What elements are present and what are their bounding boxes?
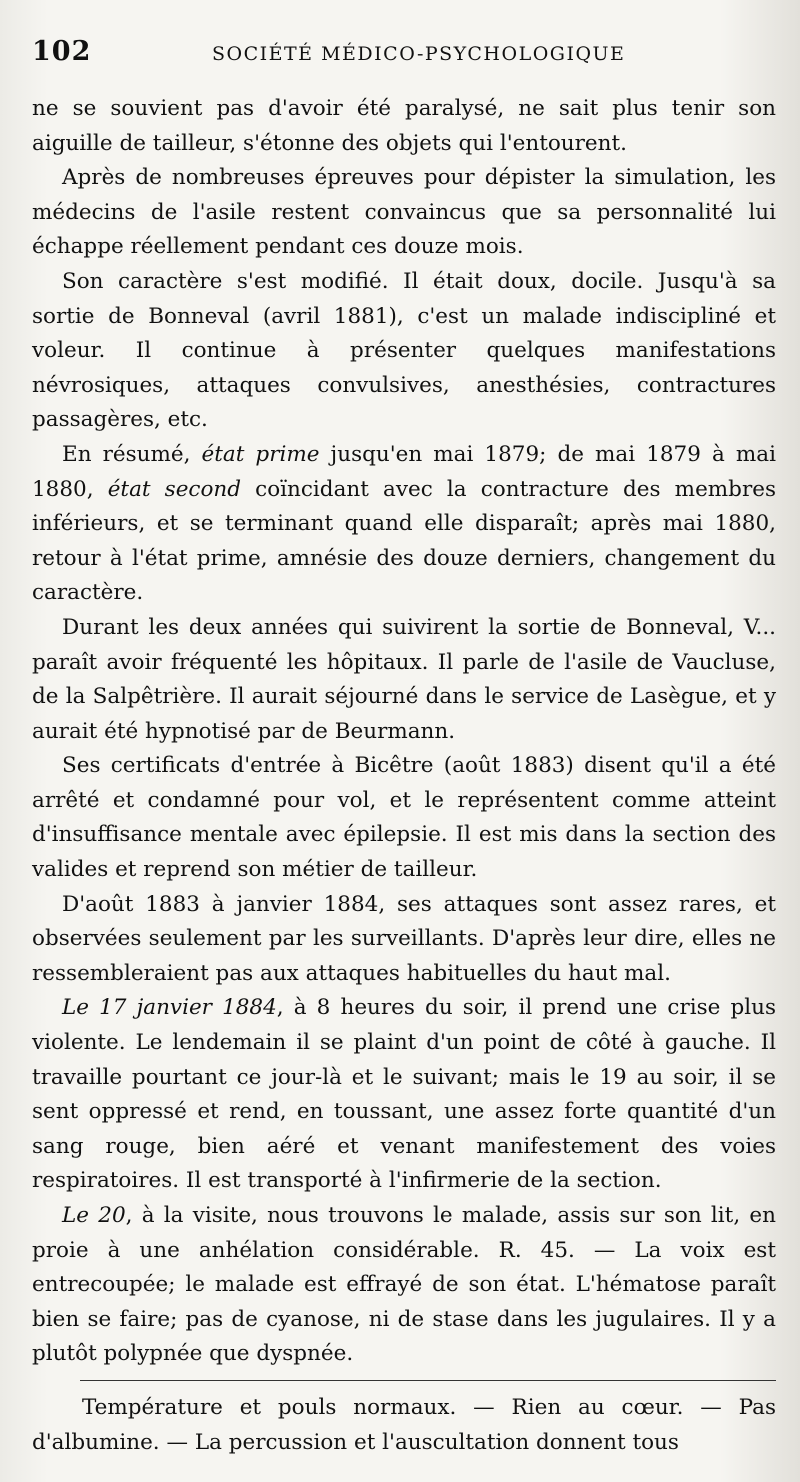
paragraph: ne se souvient pas d'avoir été paralysé, ne sait plus tenir son aiguille de tailleur, s'étonne des objets qui l'entourent. <box>32 96 776 156</box>
page-header <box>32 36 776 82</box>
paragraph-text: jusqu'en mai 1879; de mai 1879 à mai 1880, <box>32 441 776 502</box>
paragraph: Son caractère s'est modifié. Il était doux, docile. Jusqu'à sa sortie de Bonneval (avril 1881), c'est un malade indiscipliné et voleur. Il continue à présenter quelques manifestations névrosiques, attaques convulsives, anesthésies, contractures passagères, etc. <box>32 268 776 433</box>
paragraph-text: , à la visite, nous trouvons le malade, assis sur son lit, en proie à une anhélation considérable. R. 45. — La voix est entrecoupée; le malade est effrayé de son état. L'hématose paraît bien se faire; pas de cyanose, ni de stase dans les jugulaires. Il y a plutôt polypnée que dyspnée. <box>32 1203 776 1367</box>
running-head: SOCIÉTÉ MÉDICO-PSYCHOLOGIQUE <box>212 43 626 65</box>
paragraph: Ses certificats d'entrée à Bicêtre (août 1883) disent qu'il a été arrêté et condamné pour vol, et le représentent comme atteint d'insuffisance mentale avec épilepsie. Il est mis dans la section des valides et reprend son métier de tailleur. <box>32 753 776 883</box>
divider <box>80 1380 776 1381</box>
emphasis-etat-second: état second <box>107 476 242 502</box>
paragraph <box>32 1199 776 1372</box>
paragraph <box>32 991 776 1199</box>
emphasis-date: Le 17 janvier 1884 <box>62 995 277 1021</box>
paragraph <box>32 438 776 611</box>
body-text <box>32 92 776 1372</box>
emphasis-date: Le 20 <box>62 1203 126 1228</box>
paragraph: Après de nombreuses épreuves pour dépister la simulation, les médecins de l'asile restent convaincus que sa personnalité lui échappe réellement pendant ces douze mois. <box>32 165 776 260</box>
page-number: 102 <box>32 36 92 67</box>
paragraph: Durant les deux années qui suivirent la sortie de Bonneval, V... paraît avoir fréquenté les hôpitaux. Il parle de l'asile de Vaucluse, de la Salpêtrière. Il aurait séjourné dans le service de Lasègue, et y aurait été hypnotisé par de Beurmann. <box>32 614 776 744</box>
emphasis-etat-prime: état prime <box>201 441 320 467</box>
bottom-text <box>32 1391 776 1460</box>
paragraph-text: coïncidant avec la contracture des membres inférieurs, et se terminant quand elle disparaît; après mai 1880, retour à l'état prime, amnésie des douze derniers, changement du caractère. <box>32 476 776 606</box>
paragraph-text: , à 8 heures du soir, il prend une crise plus violente. Le lendemain il se plaint d'un point de côté à gauche. Il travaille pourtant ce jour-là et le suivant; mais le 19 au soir, il se sent oppressé et rend, en toussant, une assez forte quantité d'un sang rouge, bien aéré et venant manifestement des voies respiratoires. Il est transporté à l'infirmerie de la section. <box>32 995 777 1194</box>
paragraph: Température et pouls normaux. — Rien au cœur. — Pas d'albumine. — La percussion et l'auscultation donnent tous <box>32 1394 776 1455</box>
paragraph: D'août 1883 à janvier 1884, ses attaques sont assez rares, et observées seulement par les surveillants. D'après leur dire, elles ne ressembleraient pas aux attaques habituelles du haut mal. <box>32 891 776 986</box>
paragraph-text: En résumé, <box>62 441 202 467</box>
